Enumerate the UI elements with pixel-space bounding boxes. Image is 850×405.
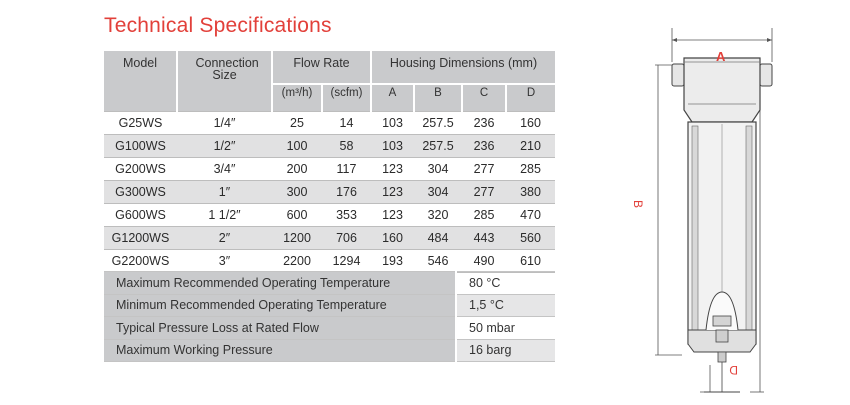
header-flow-unit-m3h: (m³/h) [272, 84, 322, 112]
cell-dim-d: 470 [506, 204, 555, 227]
cell-dim-c: 285 [462, 204, 506, 227]
parameter-label: Typical Pressure Loss at Rated Flow [104, 317, 456, 340]
header-flow-rate: Flow Rate [272, 51, 371, 84]
cell-dim-d: 210 [506, 135, 555, 158]
cell-model: G600WS [104, 204, 177, 227]
spec-row [104, 158, 555, 181]
cell-dim-d: 560 [506, 227, 555, 250]
cell-dim-d: 160 [506, 112, 555, 135]
dimension-label-d: D [729, 363, 738, 377]
parameter-row [104, 294, 555, 317]
cell-connection-size: 3″ [177, 250, 272, 273]
cell-connection-size: 1/2″ [177, 135, 272, 158]
cell-dim-a: 123 [371, 181, 414, 204]
dimension-label-a: A [716, 49, 726, 64]
cell-connection-size: 2″ [177, 227, 272, 250]
cell-connection-size: 3/4″ [177, 158, 272, 181]
cell-dim-c: 277 [462, 181, 506, 204]
header-housing-dimensions: Housing Dimensions (mm) [371, 51, 555, 84]
parameter-value: 16 barg [456, 339, 555, 362]
cell-flow-scfm: 117 [322, 158, 371, 181]
parameter-row [104, 317, 555, 340]
cell-flow-m3h: 2200 [272, 250, 322, 273]
cell-dim-c: 443 [462, 227, 506, 250]
cell-flow-scfm: 176 [322, 181, 371, 204]
cell-dim-b: 257.5 [414, 135, 462, 158]
cell-flow-scfm: 58 [322, 135, 371, 158]
spec-row [104, 227, 555, 250]
cell-flow-scfm: 353 [322, 204, 371, 227]
cell-connection-size: 1″ [177, 181, 272, 204]
cell-dim-a: 123 [371, 204, 414, 227]
cell-model: G200WS [104, 158, 177, 181]
parameter-label: Maximum Working Pressure [104, 339, 456, 362]
cell-connection-size: 1 1/2″ [177, 204, 272, 227]
cell-flow-scfm: 706 [322, 227, 371, 250]
filter-housing-diagram [600, 0, 850, 405]
cell-dim-b: 304 [414, 158, 462, 181]
cell-dim-d: 610 [506, 250, 555, 273]
parameter-label: Minimum Recommended Operating Temperature [104, 294, 456, 317]
spec-row [104, 181, 555, 204]
cell-dim-b: 304 [414, 181, 462, 204]
spec-row [104, 204, 555, 227]
cell-flow-m3h: 200 [272, 158, 322, 181]
cell-dim-a: 193 [371, 250, 414, 273]
cell-flow-scfm: 14 [322, 112, 371, 135]
cell-dim-c: 277 [462, 158, 506, 181]
cell-dim-a: 103 [371, 135, 414, 158]
cell-dim-a: 160 [371, 227, 414, 250]
cell-flow-m3h: 25 [272, 112, 322, 135]
spec-row [104, 135, 555, 158]
cell-model: G300WS [104, 181, 177, 204]
header-flow-unit-scfm: (scfm) [322, 84, 371, 112]
page-title: Technical Specifications [104, 14, 332, 37]
cell-model: G100WS [104, 135, 177, 158]
parameter-value: 50 mbar [456, 317, 555, 340]
cell-dim-b: 320 [414, 204, 462, 227]
parameter-label: Maximum Recommended Operating Temperature [104, 272, 456, 295]
header-connection-size-label: Connection Size [195, 56, 259, 82]
cell-dim-b: 546 [414, 250, 462, 273]
cell-model: G2200WS [104, 250, 177, 273]
cell-flow-m3h: 300 [272, 181, 322, 204]
parameters-table [104, 271, 555, 362]
header-dim-d: D [506, 84, 555, 112]
cell-flow-m3h: 1200 [272, 227, 322, 250]
cell-model: G1200WS [104, 227, 177, 250]
cell-model: G25WS [104, 112, 177, 135]
specifications-table [104, 51, 555, 273]
cell-dim-c: 490 [462, 250, 506, 273]
cell-dim-b: 257.5 [414, 112, 462, 135]
header-model: Model [104, 51, 177, 112]
cell-dim-c: 236 [462, 112, 506, 135]
header-connection-size [177, 51, 272, 112]
parameter-row [104, 339, 555, 362]
cell-dim-d: 380 [506, 181, 555, 204]
parameter-row [104, 272, 555, 295]
cell-flow-scfm: 1294 [322, 250, 371, 273]
spec-row [104, 250, 555, 273]
header-dim-b: B [414, 84, 462, 112]
header-dim-c: C [462, 84, 506, 112]
cell-flow-m3h: 600 [272, 204, 322, 227]
spec-row [104, 112, 555, 135]
dimension-label-b: B [631, 200, 645, 209]
cell-dim-d: 285 [506, 158, 555, 181]
cell-dim-c: 236 [462, 135, 506, 158]
cell-dim-a: 123 [371, 158, 414, 181]
cell-dim-b: 484 [414, 227, 462, 250]
cell-dim-a: 103 [371, 112, 414, 135]
header-dim-a: A [371, 84, 414, 112]
parameter-value: 80 °C [456, 272, 555, 295]
cell-connection-size: 1/4″ [177, 112, 272, 135]
parameter-value: 1,5 °C [456, 294, 555, 317]
cell-flow-m3h: 100 [272, 135, 322, 158]
